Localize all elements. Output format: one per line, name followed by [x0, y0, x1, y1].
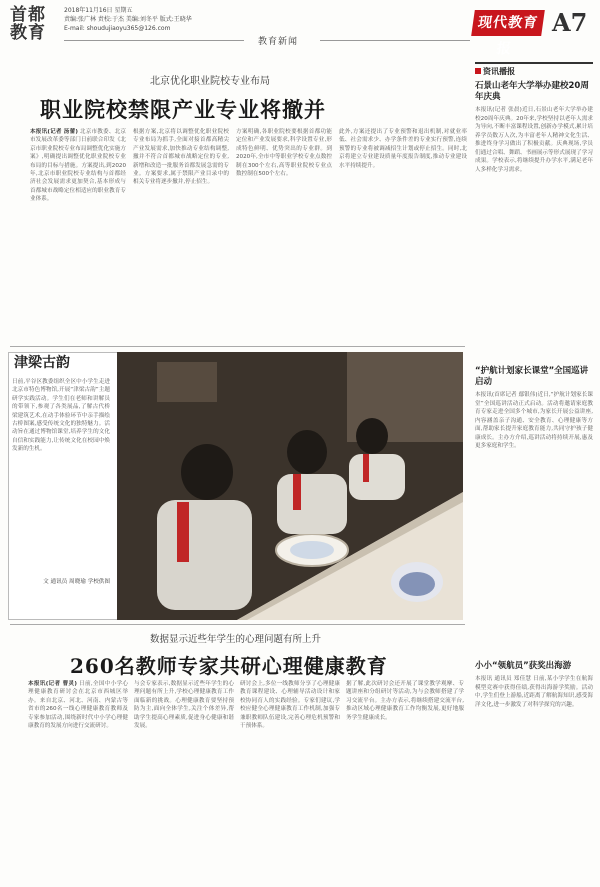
- top-article-col-3: 方案明确,各职业院校要根据首都功能定位和产业发展要求,科学设置专业,形成特色鲜明、优势突出的专业群。到2020年,全市中等职业学校专业点数控制在300个左右,高等职业院校专业点数控制在500个左右。: [236, 129, 332, 178]
- student-1-head: [181, 444, 233, 500]
- header-divider-left: [64, 40, 244, 41]
- top-article-col-4: 此外,方案还提出了专业预警和退出机制,对就业率低、社会需求少、办学条件差的专业实行预警,连续预警的专业将被调减招生计划或停止招生。同时,北京将建立专业建设质量年度报告制度,推动专业建设水平持续提升。: [339, 129, 467, 169]
- news-brief-2-body: 本报讯(首席记者 鄢银伟)近日,“护航计划家长课堂”全国巡讲活动正式启动。活动将邀请家庭教育专家走进全国多个城市,为家长开展公益讲座,内容涵盖亲子沟通、安全教育、心理健康等方面,帮助家长提升家庭教育能力,共同守护孩子健康成长。主办方介绍,巡讲活动将持续开展,惠及更多家庭和学生。: [475, 392, 593, 449]
- feature-title: 津梁古韵: [14, 355, 70, 371]
- news-brief-1-title: 石景山老年大学举办建校20周年庆典: [475, 81, 589, 102]
- student-1-body: [157, 500, 252, 610]
- student-2-scarf: [293, 474, 301, 510]
- teapot-pattern: [399, 572, 435, 596]
- plate-pattern: [290, 541, 334, 559]
- bottom-article-col-1-text: 日前,全国中小学心理健康教育研讨会在北京市西城区举办。来自北京、河北、河南、内蒙古等省市的260名一线心理健康教育教师及专家参加活动,围绕新时代中小学心理健康教育的发展方向进行交流研讨。: [28, 681, 128, 730]
- bottom-article-col-3: 研讨会上,多位一线教师分享了心理健康教育课程建设、心理辅导活动设计和家校协同育人的实践经验。专家们建议,学校应健全心理健康教育工作机制,加强专兼职教师队伍建设,完善心理危机预警和干预体系。: [240, 681, 340, 730]
- bottom-article-byline: 本报讯(记者 曹灵): [28, 681, 77, 687]
- bottom-article-kicker: 数据显示近些年学生的心理问题有所上升: [150, 634, 322, 645]
- right-column-head-label: 资讯播报: [483, 67, 515, 76]
- top-article-byline: 本报讯(记者 汤蕾): [30, 129, 78, 135]
- right-column: [475, 62, 593, 825]
- bottom-article-col-4: 据了解,此次研讨会还开展了课堂教学观摩、专题讲座和分组研讨等活动,为与会教师搭建了学习交流平台。主办方表示,将继续搭建交流平台,推动区域心理健康教育工作均衡发展,更好地服务学生健康成长。: [346, 681, 464, 721]
- divider-top: [10, 346, 465, 347]
- feature-credit: 文 通讯员 周晓瑜 学校供图: [43, 579, 110, 585]
- student-3-body: [349, 454, 405, 500]
- student-1-scarf: [177, 502, 189, 562]
- top-article-kicker: 北京优化职业院校专业布局: [150, 76, 270, 87]
- student-3-scarf: [363, 454, 369, 482]
- bottom-article-col-1: [28, 680, 128, 880]
- top-article-col-1: [30, 128, 126, 340]
- feature-text-block: [12, 378, 110, 587]
- masthead-meta: [64, 6, 192, 33]
- news-brief-2-title: “护航计划家长课堂”全国巡讲启动: [475, 366, 589, 387]
- right-column-head: [475, 62, 593, 77]
- divider-bottom: [10, 624, 465, 625]
- page-header: [0, 0, 600, 58]
- header-divider-right: [320, 40, 470, 41]
- section-square-icon: [475, 68, 481, 74]
- top-article-headline: 职业院校禁限产业专业将撤并: [40, 97, 326, 122]
- newspaper-logo: 现代教育报: [471, 10, 545, 36]
- news-brief-2: [475, 366, 593, 651]
- student-2-head: [287, 430, 327, 474]
- news-brief-1-body: 本报讯(记者 张晨)近日,石景山老年大学举办建校20周年庆典。20年来,学校坚持以老年人需求为导向,不断丰富课程设置,创新办学模式,累计培养学员数万人次,为丰富老年人精神文化生活、推进终身学习做出了积极贡献。庆典现场,学员们通过合唱、舞蹈、书画展示等形式展现了学习成果。学校表示,将继续提升办学水平,满足老年人多样化学习需求。: [475, 107, 593, 173]
- section-name: 首都教育: [10, 5, 46, 43]
- top-article-col-1-text: 北京市教委、北京市发展改革委等部门日前联合印发《北京市职业院校专业布局调整优化实施方案》,明确提出调整优化职业院校专业布局的目标与措施。方案提出,到2020年,北京市职业院校专业结构与首都经济社会发展需求更加契合,基本形成与首都城市战略定位相适应的职业教育专业体系。: [30, 129, 126, 203]
- feature-text: 日前,平谷区教委组织全区中小学生走进北京市特色博物馆,开展“津梁古韵”主题研学实践活动。学生们在老师和讲解员的带领下,参观了各类展品,了解古代桥梁建筑艺术,在动手体验环节中亲手描绘古桥图案,感受传统文化的独特魅力。活动旨在通过博物馆课堂,培养学生的文化自信和实践能力,让传统文化在校园中焕发新的生机。: [12, 379, 110, 453]
- feature-photo: [117, 352, 463, 620]
- editors-line: 责编:张广林 责校:于杰 美编:刘冬平 版式:王晓华: [64, 16, 192, 23]
- student-2-body: [277, 474, 347, 534]
- section-tag: 教育新闻: [258, 37, 299, 47]
- contact-line: E-mail: shoudujiaoyu365@126.com: [64, 25, 171, 32]
- page-number: A7: [552, 8, 588, 37]
- photo-bg-window: [157, 362, 217, 402]
- student-3-head: [356, 418, 388, 454]
- photo-illustration: [117, 352, 463, 620]
- bottom-article-col-2: 与会专家表示,数据显示近些年学生的心理问题有所上升,学校心理健康教育工作面临新的挑战。心理健康教育要坚持预防为主,面向全体学生,关注个体差异,帮助学生提高心理素质,促进身心健康和谐发展。: [134, 681, 234, 730]
- news-brief-1: [475, 81, 593, 356]
- bottom-article-headline: 260名教师专家共研心理健康教育: [70, 654, 388, 678]
- news-brief-3-body: 本报讯 通讯员 郑佳慧 日前,某小学学生在航海模型竞赛中获得佳绩,获得出海游学奖励。活动中,学生们登上游船,近距离了解航海知识,感受海洋文化,进一步激发了对科学探究的兴趣。: [475, 676, 593, 708]
- news-brief-3-title: 小小“领航员”获奖出海游: [475, 661, 572, 671]
- top-article-col-2: 根据方案,北京将以调整优化职业院校专业布局为抓手,全面对接首都高精尖产业发展需求,加快推动专业结构调整,撤并不符合首都城市战略定位的专业,新增和改造一批服务首都发展急需的专业。方案要求,属于禁限产业目录中的相关专业将逐步撤并,停止招生。: [133, 129, 229, 186]
- news-brief-3: [475, 661, 593, 825]
- date-line: 2018年11月16日 星期五: [64, 7, 133, 14]
